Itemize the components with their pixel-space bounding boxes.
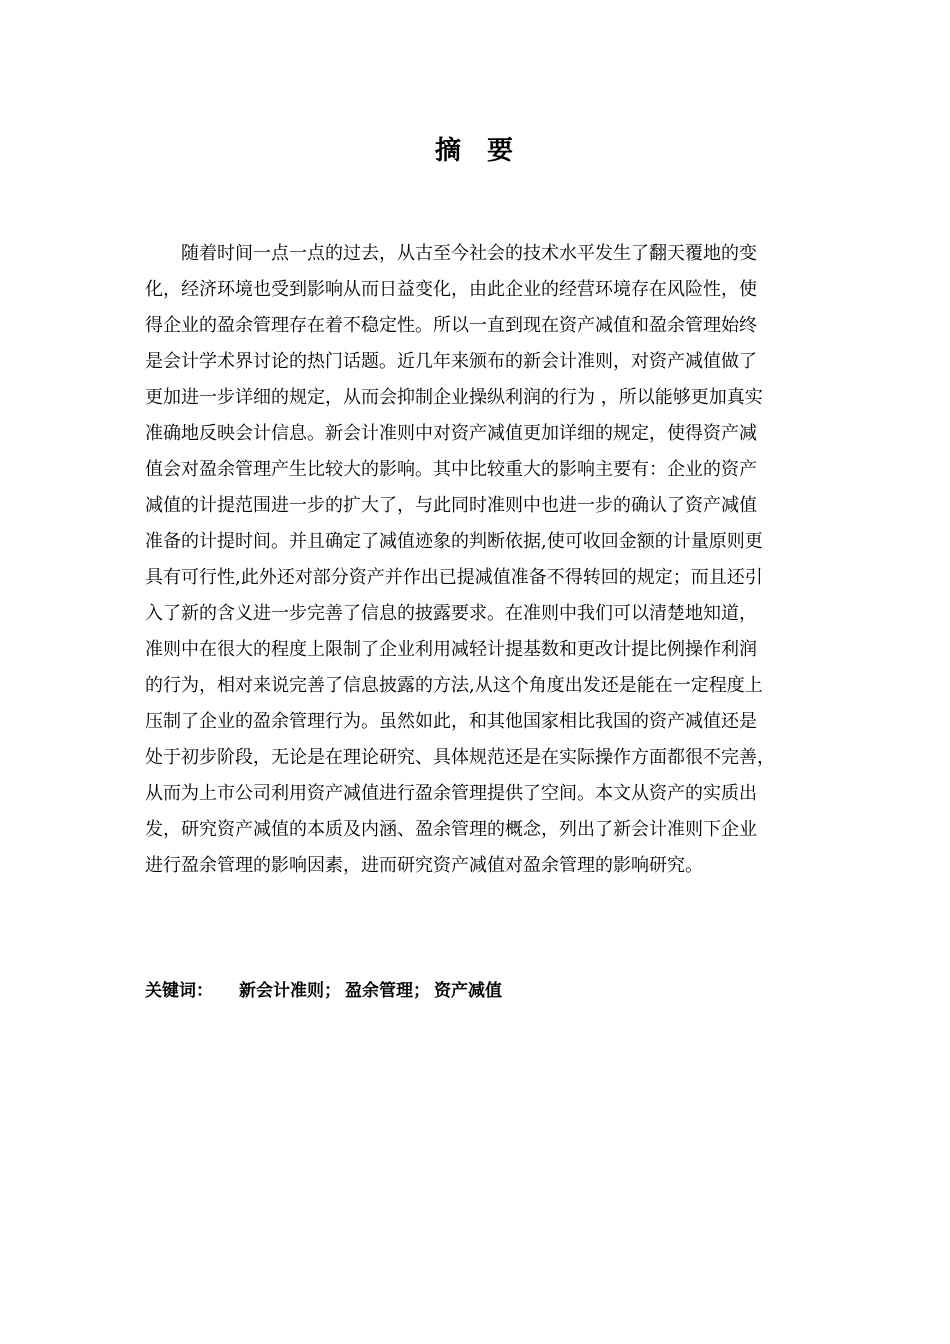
abstract-line: 进行盈余管理的影响因素，进而研究资产减值对盈余管理的影响研究。 bbox=[145, 855, 703, 876]
abstract-line: 随着时间一点一点的过去，从古至今社会的技术水平发生了翻天覆地的变 bbox=[181, 243, 757, 264]
abstract-line: 减值的计提范围进一步的扩大了，与此同时准则中也进一步的确认了资产减值 bbox=[145, 495, 757, 516]
abstract-line: 的行为，相对来说完善了信息披露的方法,从这个角度出发还是能在一定程度上 bbox=[145, 675, 763, 696]
abstract-line: 准则中在很大的程度上限制了企业利用减轻计提基数和更改计提比例操作利润 bbox=[145, 639, 757, 660]
abstract-line: 处于初步阶段，无论是在理论研究、具体规范还是在实际操作方面都很不完善， bbox=[145, 747, 775, 768]
keyword-item: 盈余管理； bbox=[345, 981, 430, 1001]
abstract-line: 入了新的含义进一步完善了信息的披露要求。在准则中我们可以清楚地知道， bbox=[145, 603, 757, 624]
abstract-title bbox=[0, 134, 950, 168]
keyword-item: 资产减值 bbox=[434, 981, 502, 1001]
abstract-line: 压制了企业的盈余管理行为。虽然如此，和其他国家相比我国的资产减值还是 bbox=[145, 711, 757, 732]
abstract-line: 化，经济环境也受到影响从而日益变化，由此企业的经营环境存在风险性，使 bbox=[145, 279, 757, 300]
title-char-1: 摘 bbox=[434, 136, 463, 166]
abstract-line: 发，研究资产减值的本质及内涵、盈余管理的概念，列出了新会计准则下企业 bbox=[145, 819, 757, 840]
abstract-line: 得企业的盈余管理存在着不稳定性。所以一直到现在资产减值和盈余管理始终 bbox=[145, 315, 757, 336]
title-char-2: 要 bbox=[487, 136, 516, 166]
abstract-line: 准备的计提时间。并且确定了减值迹象的判断依据,使可收回金额的计量原则更 bbox=[145, 531, 763, 552]
keywords-label: 关键词： bbox=[145, 981, 213, 1001]
abstract-line: 具有可行性,此外还对部分资产并作出已提减值准备不得转回的规定；而且还引 bbox=[145, 567, 763, 588]
abstract-line: 值会对盈余管理产生比较大的影响。其中比较重大的影响主要有：企业的资产 bbox=[145, 459, 757, 480]
abstract-line: 从而为上市公司利用资产减值进行盈余管理提供了空间。本文从资产的实质出 bbox=[145, 783, 757, 804]
keywords-row bbox=[145, 976, 506, 1006]
abstract-line: 更加进一步详细的规定，从而会抑制企业操纵利润的行为 ，所以能够更加真实 bbox=[145, 387, 763, 408]
abstract-line: 是会计学术界讨论的热门话题。近几年来颁布的新会计准则，对资产减值做了 bbox=[145, 351, 757, 372]
abstract-body bbox=[145, 236, 805, 884]
abstract-line: 准确地反映会计信息。新会计准则中对资产减值更加详细的规定，使得资产减 bbox=[145, 423, 757, 444]
keyword-item: 新会计准则； bbox=[239, 981, 341, 1001]
